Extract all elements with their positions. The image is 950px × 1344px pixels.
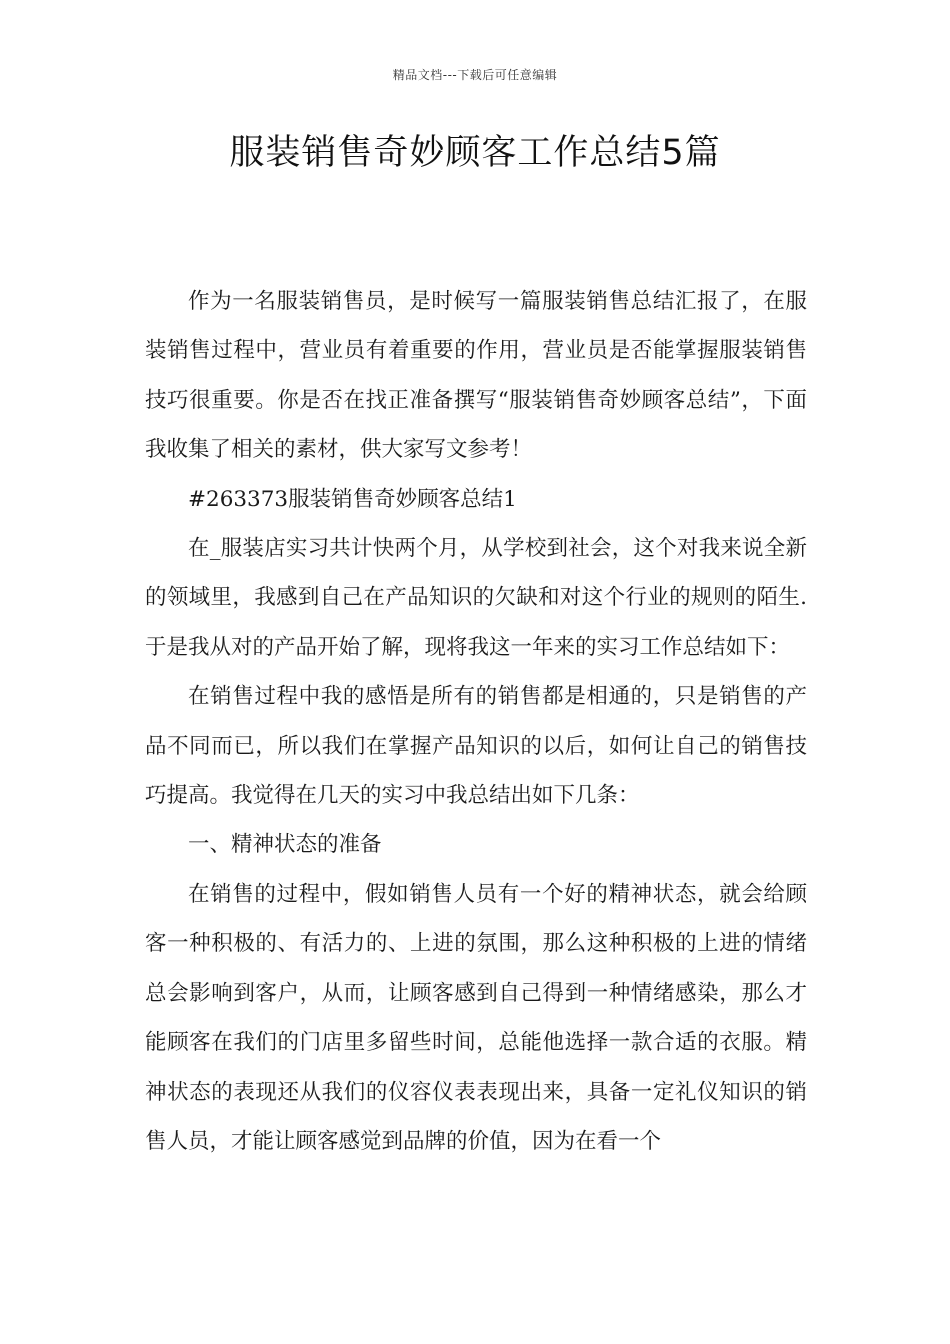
document-body <box>145 277 807 1166</box>
paragraph-section-heading: #263373服装销售奇妙顾客总结1 <box>188 486 517 512</box>
paragraph-insight: 在销售过程中我的感悟是所有的销售都是相通的，只是销售的产品不同而已，所以我们在掌握产品知识的以后，如何让自己的销售技巧提高。我觉得在几天的实习中我总结出如下几条： <box>145 684 807 809</box>
document-title: 服装销售奇妙顾客工作总结5篇 <box>229 133 721 173</box>
paragraph-subheading: 一、精神状态的准备 <box>188 832 382 858</box>
page-header: 精品文档---下载后可任意编辑 <box>392 68 558 82</box>
paragraph-mental-state: 在销售的过程中，假如销售人员有一个好的精神状态，就会给顾客一种积极的、有活力的、上进的氛围，那么这种积极的上进的情绪总会影响到客户，从而，让顾客感到自己得到一种情绪感染，那么才能顾客在我们的门店里多留些时间，总能他选择一款合适的衣服。精神状态的表现还从我们的仪容仪表表现出来，具备一定礼仪知识的销售人员，才能让顾客感觉到品牌的价值，因为在看一个 <box>145 881 807 1154</box>
paragraph-internship: 在_服装店实习共计快两个月，从学校到社会，这个对我来说全新的领域里，我感到自己在产品知识的欠缺和对这个行业的规则的陌生.于是我从对的产品开始了解，现将我这一年来的实习工作总结如下： <box>145 536 807 660</box>
paragraph-intro: 作为一名服装销售员，是时候写一篇服装销售总结汇报了，在服装销售过程中，营业员有着重要的作用，营业员是否能掌握服装销售技巧很重要。你是否在找正准备撰写“服装销售奇妙顾客总结”，下面我收集了相关的素材，供大家写文参考！ <box>145 289 807 463</box>
